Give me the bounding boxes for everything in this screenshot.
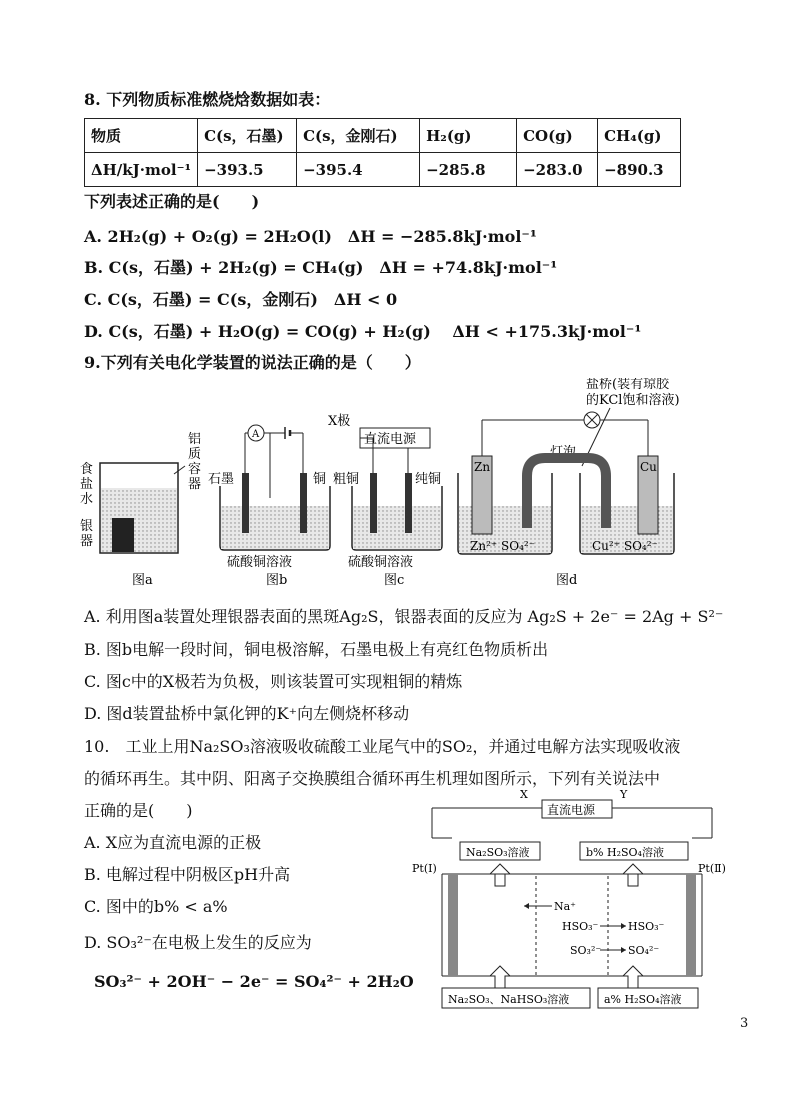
table-cell: H₂(g) bbox=[420, 119, 517, 153]
q9-option-a: A. 利用图a装置处理银器表面的黑斑Ag₂S，银器表面的反应为 Ag₂S + 2e⁻ = 2Ag + S²⁻ bbox=[84, 607, 724, 626]
label-na: Na⁺ bbox=[554, 900, 576, 913]
q9-figure bbox=[70, 378, 710, 593]
caption-d: 图d bbox=[556, 573, 578, 588]
label-container-1: 铝 bbox=[188, 432, 202, 447]
label-container-3: 容 bbox=[188, 462, 202, 477]
label-salt-3: 水 bbox=[80, 492, 94, 507]
q10-stem-1: 10. 工业上用Na₂SO₃溶液吸收硫酸工业尾气中的SO₂，并通过电解方法实现吸收液 bbox=[84, 737, 681, 756]
table-cell: CO(g) bbox=[517, 119, 598, 153]
label-bridge-2: 的KCl饱和溶液) bbox=[586, 393, 680, 408]
q9-stem: 9.下列有关电化学装置的说法正确的是（ ） bbox=[84, 353, 421, 372]
label-silver-2: 器 bbox=[80, 534, 94, 549]
silver-object bbox=[112, 518, 134, 552]
table-cell: C(s，金刚石) bbox=[297, 119, 420, 153]
label-power-10: 直流电源 bbox=[547, 803, 596, 817]
q8-option-a: A. 2H₂(g) + O₂(g) = 2H₂O(l) ΔH = −285.8kJ·mol⁻¹ bbox=[84, 227, 537, 246]
label-in-left: Na₂SO₃、NaHSO₃溶液 bbox=[448, 993, 570, 1006]
label-salt-1: 食 bbox=[80, 462, 94, 477]
q9-option-b: B. 图b电解一段时间，铜电极溶解，石墨电极上有亮红色物质析出 bbox=[84, 640, 549, 659]
label-out-left: Na₂SO₃溶液 bbox=[466, 846, 530, 859]
arrow-up-icon bbox=[490, 864, 510, 886]
q10-figure bbox=[412, 790, 732, 1015]
table-cell: −890.3 bbox=[598, 153, 681, 187]
label-bridge-1: 盐桥(装有琼胶 bbox=[586, 378, 670, 392]
label-hso3-b: HSO₃⁻ bbox=[628, 920, 665, 933]
q8-option-b: B. C(s，石墨) + 2H₂(g) = CH₄(g) ΔH = +74.8kJ·mol⁻¹ bbox=[84, 258, 558, 277]
page-number: 3 bbox=[740, 1016, 749, 1031]
q8-stem: 8. 下列物质标准燃烧焓数据如表： bbox=[84, 90, 331, 109]
label-crude: 粗铜 bbox=[333, 472, 360, 487]
crude-copper-electrode bbox=[370, 473, 377, 533]
label-hso3-a: HSO₃⁻ bbox=[562, 920, 599, 933]
label-y: Y bbox=[620, 790, 628, 801]
label-out-right: b% H₂SO₄溶液 bbox=[586, 846, 664, 859]
arrow-up-icon bbox=[490, 966, 510, 988]
ammeter-label: A bbox=[252, 429, 260, 440]
label-right-ions: Cu²⁺ SO₄²⁻ bbox=[592, 539, 658, 553]
label-salt-2: 盐 bbox=[80, 477, 94, 492]
label-xpole: X极 bbox=[328, 414, 351, 429]
table-row bbox=[85, 153, 681, 187]
q9-option-c: C. 图c中的X极若为负极，则该装置可实现粗铜的精炼 bbox=[84, 672, 463, 691]
label-zn: Zn bbox=[474, 460, 491, 474]
pure-copper-electrode bbox=[405, 473, 412, 533]
q10-stem-2: 的循环再生。其中阴、阳离子交换膜组合循环再生机理如图所示，下列有关说法中 bbox=[84, 769, 661, 788]
label-x: X bbox=[520, 790, 528, 801]
table-cell: ΔH/kJ·mol⁻¹ bbox=[85, 153, 198, 187]
label-bulb: 灯泡 bbox=[550, 445, 577, 460]
table-cell: −395.4 bbox=[297, 153, 420, 187]
label-so3: SO₃²⁻ bbox=[570, 944, 602, 957]
caption-b: 图b bbox=[266, 573, 288, 588]
figure-c bbox=[328, 413, 442, 588]
q10-option-d-equation: SO₃²⁻ + 2OH⁻ − 2e⁻ = SO₄²⁻ + 2H₂O bbox=[94, 972, 414, 991]
label-graphite: 石墨 bbox=[208, 472, 235, 487]
enthalpy-table bbox=[84, 118, 681, 187]
label-pt-left: Pt(Ⅰ) bbox=[412, 862, 437, 875]
arrow-up-icon bbox=[623, 966, 643, 988]
q9-option-d: D. 图d装置盐桥中氯化钾的K⁺向左侧烧杯移动 bbox=[84, 704, 410, 723]
table-row bbox=[85, 119, 681, 153]
label-solution-b: 硫酸铜溶液 bbox=[227, 555, 293, 570]
label-pt-right: Pt(Ⅱ) bbox=[698, 862, 726, 875]
label-power-c: 直流电源 bbox=[364, 432, 417, 447]
label-solution-c: 硫酸铜溶液 bbox=[348, 555, 414, 570]
table-cell: −285.8 bbox=[420, 153, 517, 187]
label-pure: 纯铜 bbox=[415, 472, 442, 487]
graphite-electrode bbox=[242, 473, 249, 533]
label-container-2: 质 bbox=[188, 447, 202, 462]
caption-a: 图a bbox=[132, 573, 153, 588]
q10-option-a: A. X应为直流电源的正极 bbox=[84, 833, 262, 852]
arrow-up-icon bbox=[623, 864, 643, 886]
pt-electrode-left bbox=[448, 874, 458, 976]
table-cell: −283.0 bbox=[517, 153, 598, 187]
table-cell: 物质 bbox=[85, 119, 198, 153]
caption-c: 图c bbox=[384, 573, 405, 588]
q10-option-d: D. SO₃²⁻在电极上发生的反应为 bbox=[84, 933, 312, 952]
copper-electrode bbox=[300, 473, 307, 533]
label-so4: SO₄²⁻ bbox=[628, 944, 660, 957]
label-left-ions: Zn²⁺ SO₄²⁻ bbox=[470, 539, 536, 553]
q10-stem-3: 正确的是( ) bbox=[84, 801, 193, 820]
table-cell: CH₄(g) bbox=[598, 119, 681, 153]
q8-option-d: D. C(s，石墨) + H₂O(g) = CO(g) + H₂(g) ΔH < +175.3kJ·mol⁻¹ bbox=[84, 322, 642, 341]
q8-option-c: C. C(s，石墨) = C(s，金刚石) ΔH < 0 bbox=[84, 290, 398, 309]
label-copper: 铜 bbox=[313, 472, 327, 487]
q8-prompt: 下列表述正确的是( ) bbox=[84, 192, 260, 211]
q10-option-b: B. 电解过程中阴极区pH升高 bbox=[84, 865, 291, 884]
label-in-right: a% H₂SO₄溶液 bbox=[604, 993, 682, 1006]
pt-electrode-right bbox=[686, 874, 696, 976]
figure-a bbox=[80, 432, 201, 588]
table-cell: −393.5 bbox=[198, 153, 297, 187]
figure-b bbox=[208, 425, 330, 588]
figure-d bbox=[458, 378, 680, 588]
table-cell: C(s，石墨) bbox=[198, 119, 297, 153]
label-silver-1: 银 bbox=[80, 519, 94, 534]
q10-option-c: C. 图中的b% < a% bbox=[84, 897, 228, 916]
label-cu: Cu bbox=[640, 460, 657, 474]
label-container-4: 器 bbox=[188, 477, 202, 492]
